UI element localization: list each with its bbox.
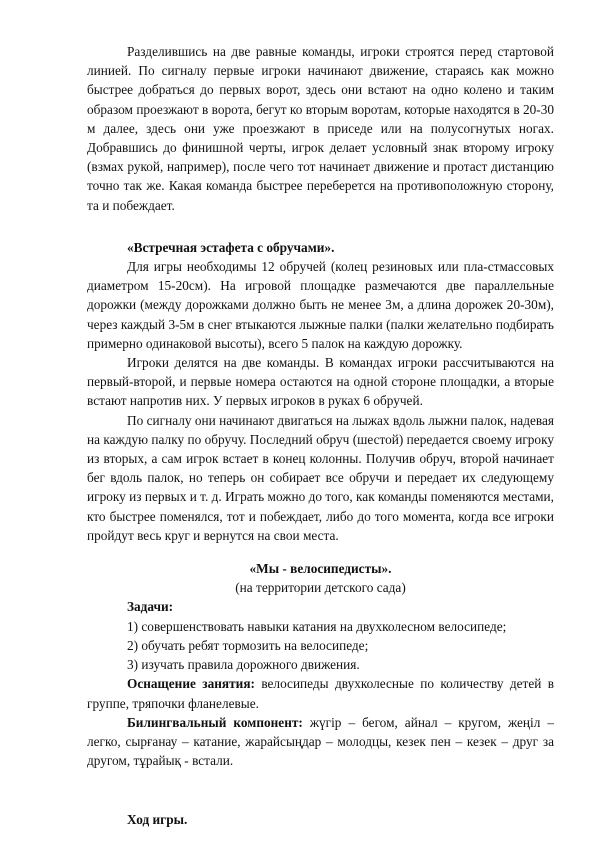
bilingual-paragraph bbox=[87, 713, 554, 771]
task-item: 1) совершенствовать навыки катания на двухколесном велосипеде; bbox=[127, 618, 507, 634]
equipment-label: Оснащение занятия: bbox=[127, 676, 255, 692]
relay-paragraph-2: Игроки делятся на две команды. В командах игроки рассчитываются на первый-второй, и первые номера остаются на одной стороне площадки, а вторые встают напротив них. У первых игроков в руках 6 обручей. bbox=[87, 355, 554, 409]
bilingual-text: жүгір – бегом, айнал – кругом, жеңіл – легко, сырғанау – катание, жарайсыңдар – молодцы, кезек пен – кезек – друг за другом, тұрайық - встали. bbox=[87, 714, 555, 769]
game-title-cyclists: «Мы - велосипедисты». bbox=[249, 561, 392, 577]
spacer bbox=[87, 215, 554, 238]
task-item: 2) обучать ребят тормозить на велосипеде; bbox=[127, 637, 369, 653]
game-title-relay-hoops: «Встречная эстафета с обручами». bbox=[127, 239, 335, 255]
tasks-label: Задачи: bbox=[127, 599, 174, 615]
game-subtitle: (на территории детского сада) bbox=[235, 580, 406, 596]
intro-paragraph: Разделившись на две равные команды, игроки строятся перед стартовой линией. По сигналу первые игроки начинают движение, стараясь как можно быстрее добраться до первых ворот, здесь они встают на одно колено и таким образом проезжают в ворота, бегут ко вторым воротам, которые находятся в 20-30 м далее, здесь они уже проезжают в приседе или на полусогнутых ногах. Добравшись до финишной черты, игрок делает условный знак второму игроку (взмах рукой, например), после чего тот начинает движение и протаст дистанцию точно так же. Какая команда быстрее переберется на противоположную сторону, та и побеждает. bbox=[87, 44, 554, 213]
bilingual-label: Билингвальный компонент: bbox=[127, 714, 303, 730]
relay-paragraph-1: Для игры необходимы 12 обручей (колец резиновых или пла-стмассовых диаметром 15-20см). На игровой площадке размечаются две параллельные дорожки (между дорожками должно быть не менее 3м, а длина дорожек 20-30м), через каждый 3-5м в снег втыкаются лыжные палки (палки желательно подбирать примерно одинаковой высоты), всего 5 палок на каждую дорожку. bbox=[87, 259, 554, 351]
relay-paragraph-3: По сигналу они начинают двигаться на лыжах вдоль лыжни палок, надевая на каждую палку по обручу. Последний обруч (шестой) передается своему игроку из вторых, а сам игрок встает в конец колонны. Получив обруч, второй начинает бег вдоль палок, но теперь он собирает все обручи и передает их следующему игроку из первых и т. д. Играть можно до того, как команды поменяются местами, кто быстрее поменялся, тот и побеждает, либо до того момента, когда все игроки пройдут весь круг и вернутся на свои места. bbox=[87, 412, 554, 543]
equipment-paragraph bbox=[87, 674, 554, 712]
progress-heading: Ход игры. bbox=[127, 812, 188, 828]
spacer bbox=[87, 545, 554, 559]
task-item: 3) изучать правила дорожного движения. bbox=[127, 657, 360, 673]
spacer bbox=[87, 770, 554, 810]
equipment-text: велосипеды двухколесные по количеству детей в группе, тряпочки фланелевые. bbox=[87, 676, 554, 711]
